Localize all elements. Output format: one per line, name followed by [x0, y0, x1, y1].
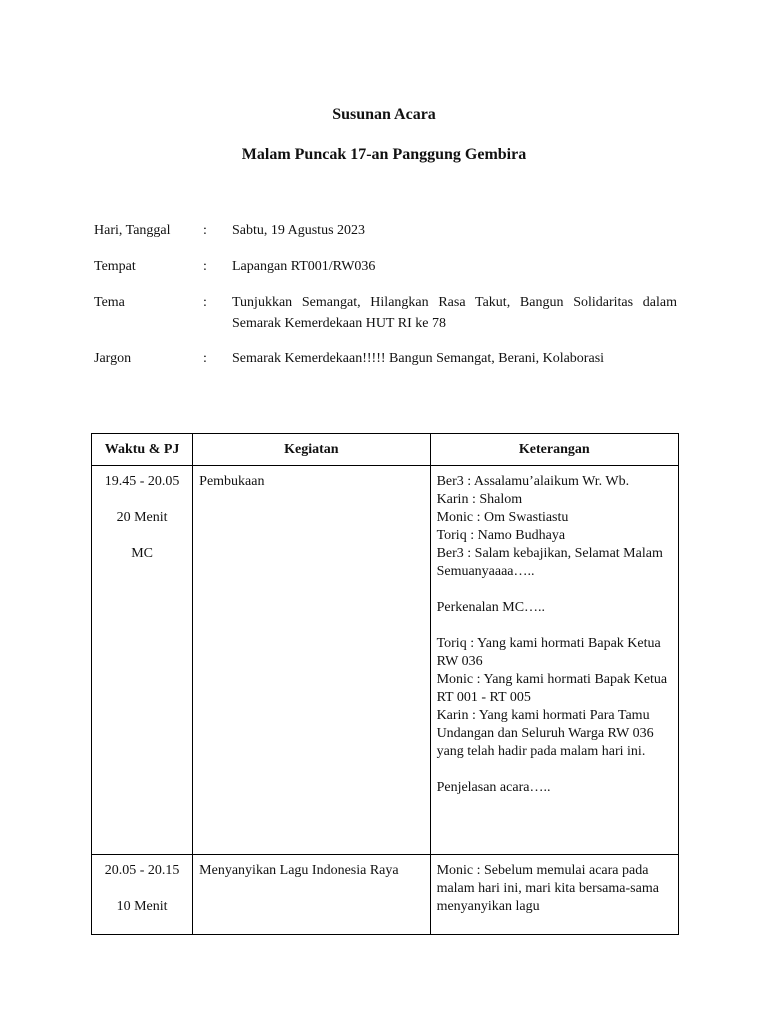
cell-kegiatan [193, 466, 430, 855]
table-row [92, 466, 679, 855]
table-row [92, 855, 679, 935]
document-title: Susunan Acara [332, 106, 436, 123]
time-range: 19.45 - 20.05 [104, 474, 180, 489]
note-line: Monic : Om Swastiastu [436, 510, 569, 525]
note-line: Penjelasan acara….. [436, 780, 551, 795]
note-line: Ber3 : Salam kebajikan, Selamat Malam Semuanyaaaa….. [436, 546, 663, 579]
cell-waktu [92, 466, 193, 855]
cell-keterangan [430, 466, 678, 855]
info-colon: : [203, 295, 207, 310]
info-value: Semarak Kemerdekaan!!!!! Bangun Semangat, Berani, Kolaborasi [232, 351, 605, 366]
activity: Menyanyikan Lagu Indonesia Raya [199, 863, 399, 878]
duration: 20 Menit [116, 510, 168, 525]
note-line: Perkenalan MC….. [436, 600, 546, 615]
info-colon: : [203, 223, 207, 238]
duration: 10 Menit [116, 899, 168, 914]
note-line: Karin : Shalom [436, 492, 523, 507]
agenda-table [91, 433, 679, 935]
document-subtitle: Malam Puncak 17-an Panggung Gembira [241, 146, 527, 163]
header-waktu: Waktu & PJ [92, 434, 193, 466]
cell-waktu [92, 855, 193, 935]
info-label: Jargon [94, 351, 132, 366]
info-colon: : [203, 351, 207, 366]
note-line: Monic : Sebelum memulai acara pada malam hari ini, mari kita bersama-sama menyanyikan lagu [436, 863, 659, 914]
header-keterangan: Keterangan [430, 434, 678, 466]
note-line: Toriq : Yang kami hormati Bapak Ketua RW 036 [436, 636, 661, 669]
cell-keterangan [430, 855, 678, 935]
note-line: Toriq : Namo Budhaya [436, 528, 566, 543]
person-in-charge: MC [131, 546, 153, 561]
info-value: Lapangan RT001/RW036 [232, 259, 376, 274]
time-range: 20.05 - 20.15 [104, 863, 180, 878]
table-header-row [92, 434, 679, 466]
note-line: Ber3 : Assalamu’alaikum Wr. Wb. [436, 474, 630, 489]
info-colon: : [203, 259, 207, 274]
note-line: Monic : Yang kami hormati Bapak Ketua RT 001 - RT 005 [436, 672, 668, 705]
activity: Pembukaan [199, 474, 265, 489]
info-label: Tempat [94, 259, 136, 274]
header-kegiatan: Kegiatan [193, 434, 430, 466]
info-label: Tema [94, 295, 125, 310]
note-line: Karin : Yang kami hormati Para Tamu Undangan dan Seluruh Warga RW 036 yang telah hadir pada malam hari ini. [436, 708, 654, 759]
cell-kegiatan [193, 855, 430, 935]
info-value: Tunjukkan Semangat, Hilangkan Rasa Takut, Bangun Solidaritas dalam Semarak Kemerdekaan HUT RI ke 78 [232, 295, 677, 331]
info-label: Hari, Tanggal [94, 223, 171, 238]
info-value: Sabtu, 19 Agustus 2023 [232, 223, 366, 238]
